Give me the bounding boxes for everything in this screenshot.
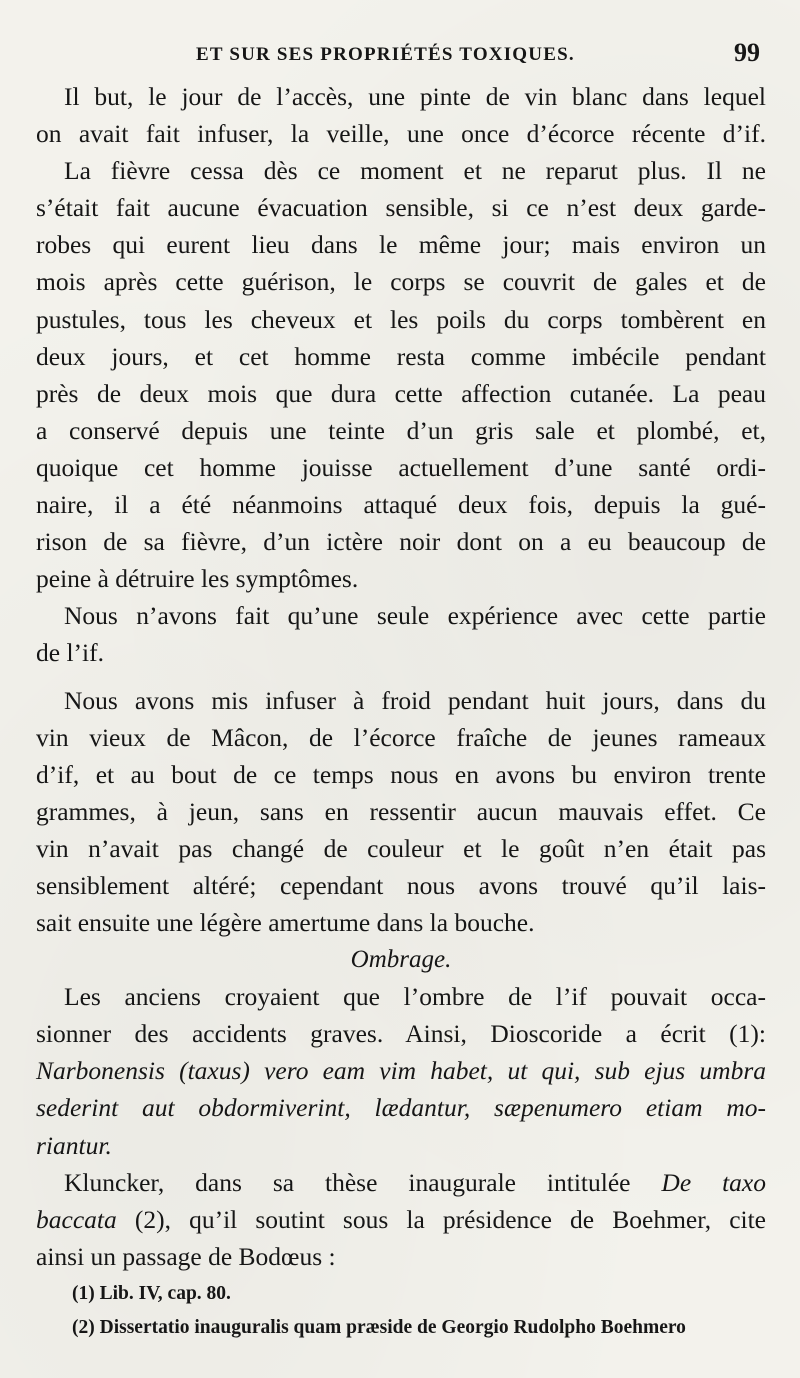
text-line: d’if, et au bout de ce temps nous en avons bu environ trente bbox=[36, 759, 766, 789]
running-head bbox=[36, 38, 766, 74]
footnote: (1) Lib. IV, cap. 80. bbox=[72, 1283, 231, 1304]
text-line: Les anciens croyaient que l’ombre de l’if pouvait occa- bbox=[64, 982, 766, 1012]
footnotes bbox=[72, 1277, 772, 1345]
text-segment: Kluncker, dans sa thèse inaugurale intitulée bbox=[64, 1167, 631, 1197]
text-line: vin vieux de Mâcon, de l’écorce fraîche de jeunes rameaux bbox=[36, 722, 766, 752]
text-line: on avait fait infuser, la veille, une once d’écorce récente d’if. bbox=[36, 119, 766, 149]
text-line: quoique cet homme jouisse actuellement d’une santé ordi- bbox=[36, 452, 766, 482]
section-heading: Ombrage. bbox=[350, 946, 452, 974]
text-line: grammes, à jeun, sans en ressentir aucun mauvais effet. Ce bbox=[36, 796, 766, 826]
text-line: La fièvre cessa dès ce moment et ne reparut plus. Il ne bbox=[64, 156, 766, 186]
text-line: pustules, tous les cheveux et les poils du corps tombèrent en bbox=[36, 304, 766, 334]
text-line: près de deux mois que dura cette affection cutanée. La peau bbox=[36, 378, 766, 408]
body-text bbox=[36, 78, 766, 1275]
text-line: Nous n’avons fait qu’une seule expérience avec cette partie bbox=[64, 601, 766, 631]
page-number: 99 bbox=[734, 38, 760, 67]
text-line: rison de sa fièvre, d’un ictère noir dont on a eu beaucoup de bbox=[36, 527, 766, 557]
text-line: deux jours, et cet homme resta comme imbécile pendant bbox=[36, 341, 766, 371]
footnote: (2) Dissertatio inauguralis quam præside de Georgio Rudolpho Boehmero bbox=[72, 1317, 686, 1338]
text-line: robes qui eurent lieu dans le même jour; mais environ un bbox=[36, 230, 766, 260]
text-line: peine à détruire les symptômes. bbox=[36, 564, 359, 594]
text-line: mois après cette guérison, le corps se couvrit de gales et de bbox=[36, 267, 766, 297]
text-line bbox=[36, 1164, 766, 1201]
italic-title: baccata bbox=[36, 1204, 117, 1234]
text-line: naire, il a été néanmoins attaqué deux fois, depuis la gué- bbox=[36, 490, 766, 520]
text-line: vin n’avait pas changé de couleur et le goût n’en était pas bbox=[36, 833, 766, 863]
text-segment: (2), qu’il soutint sous la présidence de Boehmer, cite bbox=[134, 1204, 767, 1234]
text-line: a conservé depuis une teinte d’un gris sale et plombé, et, bbox=[36, 415, 766, 445]
running-title: ET SUR SES PROPRIÉTÉS TOXIQUES. bbox=[196, 44, 575, 65]
latin-quote-line: riantur. bbox=[36, 1130, 112, 1160]
text-line: de l’if. bbox=[36, 638, 104, 668]
text-line bbox=[36, 1201, 766, 1238]
text-line: sionner des accidents graves. Ainsi, Dioscoride a écrit (1): bbox=[36, 1019, 766, 1049]
latin-quote-line: sederint aut obdormiverint, lædantur, sæpenumero etiam mo- bbox=[36, 1093, 766, 1123]
text-line: s’était fait aucune évacuation sensible, si ce n’est deux garde- bbox=[36, 193, 766, 223]
text-line: sensiblement altéré; cependant nous avons trouvé qu’il lais- bbox=[36, 870, 766, 900]
text-line: Il but, le jour de l’accès, une pinte de vin blanc dans lequel bbox=[64, 82, 766, 111]
italic-title: De taxo bbox=[661, 1167, 766, 1197]
text-line: sait ensuite une légère amertume dans la bouche. bbox=[36, 908, 535, 938]
latin-quote-line: Narbonensis (taxus) vero eam vim habet, ut qui, sub ejus umbra bbox=[36, 1056, 766, 1086]
text-line: Nous avons mis infuser à froid pendant huit jours, dans du bbox=[64, 685, 766, 715]
text-line: ainsi un passage de Bodœus : bbox=[36, 1241, 336, 1271]
